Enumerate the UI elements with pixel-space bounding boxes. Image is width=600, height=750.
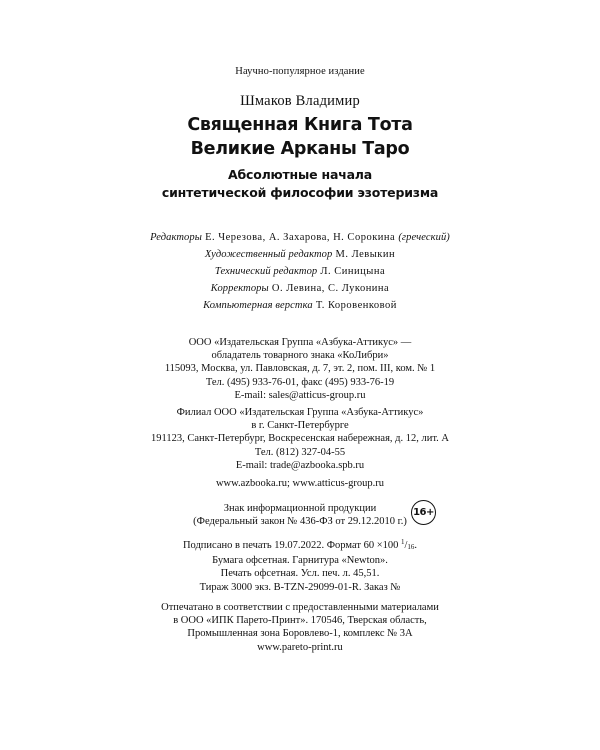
info-product-block (0, 502, 600, 528)
publisher-block (0, 336, 600, 402)
credit-role: Технический редактор (214, 266, 318, 277)
print-run: Тираж 3000 экз. B-TZN-29099-01-R. Заказ № (199, 581, 401, 593)
print-paper: Бумага офсетная. Гарнитура «Newton». (212, 555, 388, 567)
branch-city: в г. Санкт-Петербурге (251, 420, 349, 432)
credit-role: Художественный редактор (204, 249, 333, 260)
info-product-law: (Федеральный закон № 436-ФЗ от 29.12.2010 г.) (193, 516, 407, 528)
format-numerator: 1 (401, 538, 405, 546)
print-signed-suffix: . (414, 540, 418, 551)
print-info-block (0, 536, 600, 594)
title-line-2: Великие Арканы Таро (190, 139, 410, 159)
book-subtitle (0, 166, 600, 202)
branch-address: 191123, Санкт-Петербург, Воскресенская набережная, д. 12, лит. А (151, 433, 449, 445)
format-denominator: 16 (407, 543, 415, 551)
branch-block (0, 406, 600, 472)
printer-line-1: Отпечатано в соответствии с предоставленными материалами (161, 602, 439, 613)
subtitle-line-2: синтетической философии эзотеризма (161, 185, 439, 200)
credit-names: Е. Черезова, А. Захарова, Н. Сорокина (205, 232, 396, 243)
title-line-1: Священная Книга Тота (187, 115, 413, 135)
credit-role: Корректоры (210, 283, 269, 294)
book-title (0, 113, 600, 161)
credit-names: М. Левыкин (335, 249, 396, 260)
publisher-address: 115093, Москва, ул. Павловская, д. 7, эт. 2, пом. III, ком. № 1 (164, 363, 436, 375)
print-method: Печать офсетная. Усл. печ. л. 45,51. (220, 568, 380, 580)
edition-type: Научно-популярное издание (235, 66, 365, 77)
publisher-name: ООО «Издательская Группа «Азбука-Аттикус» — (188, 337, 412, 348)
credit-names: Т. Коровенковой (315, 300, 397, 311)
credit-note: (греческий) (398, 232, 450, 243)
publisher-email: E-mail: sales@atticus-group.ru (234, 389, 366, 401)
branch-phone: Тел. (812) 327-04-55 (254, 446, 346, 458)
printer-line-2: в ООО «ИПК Парето-Принт». 170546, Тверская область, (173, 615, 427, 627)
credit-names: О. Левина, С. Луконина (271, 283, 390, 294)
printer-line-3: Промышленная зона Боровлево-1, комплекс № 3А (187, 628, 413, 640)
branch-name: Филиал ООО «Издательская Группа «Азбука-Аттикус» (176, 407, 424, 418)
info-product-label: Знак информационной продукции (223, 503, 377, 514)
websites: www.azbooka.ru; www.atticus-group.ru (215, 478, 385, 489)
credit-line (0, 246, 600, 263)
printer-website: www.pareto-print.ru (257, 641, 343, 653)
credit-names: Л. Синицына (320, 266, 386, 277)
branch-email: E-mail: trade@azbooka.spb.ru (235, 459, 365, 471)
print-signed: Подписано в печать 19.07.2022. Формат 60 ×100 $^1/_{16}$. (182, 538, 418, 551)
credit-line (0, 297, 600, 314)
author-name: Шмаков Владимир (240, 93, 360, 109)
credits-block (0, 229, 600, 314)
credit-role: Компьютерная верстка (203, 300, 313, 311)
credit-line (0, 280, 600, 297)
credit-role: Редакторы (150, 232, 202, 243)
printer-block (0, 601, 600, 654)
subtitle-line-1: Абсолютные начала (228, 167, 372, 182)
publisher-phone: Тел. (495) 933-76-01, факс (495) 933-76-19 (205, 376, 395, 388)
credit-line (0, 263, 600, 280)
print-signed-text: Подписано в печать 19.07.2022. Формат 60 ×100 (182, 540, 399, 551)
credit-line (0, 229, 600, 246)
age-rating-badge: 16+ (411, 500, 436, 525)
publisher-trademark: обладатель товарного знака «КоЛибри» (211, 350, 389, 362)
